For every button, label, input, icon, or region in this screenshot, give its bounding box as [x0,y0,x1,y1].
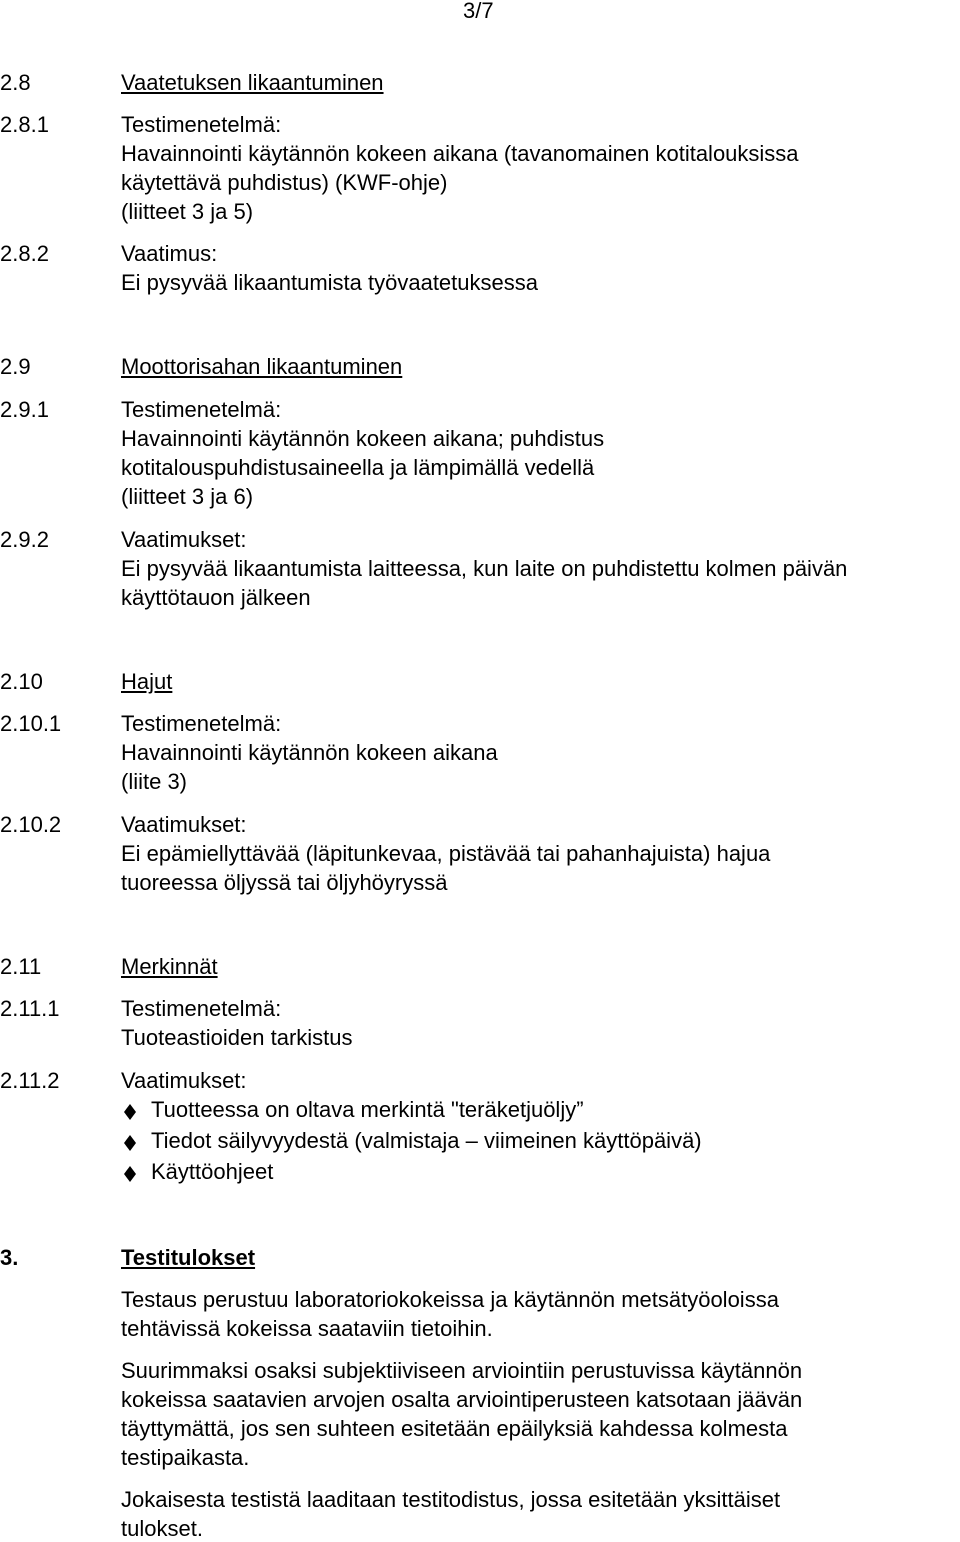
subsection-label: Testimenetelmä: [121,996,282,1021]
body-line: (liitteet 3 ja 5) [121,199,254,224]
subsection-label: Vaatimukset: [121,527,247,552]
subsection-label: Vaatimukset: [121,812,247,837]
subsection-number: 2.10.2 [0,812,62,837]
body-line: Ei pysyvää likaantumista laitteessa, kun laite on puhdistettu kolmen päivän [121,556,848,581]
section-title: Hajut [121,669,173,694]
subsection-number: 2.11.2 [0,1068,60,1093]
body-line: Testaus perustuu laboratoriokokeissa ja käytännön metsätyöoloissa [121,1287,779,1312]
section-number: 2.11 [0,954,42,979]
subsection-number: 2.8.2 [0,241,49,266]
section-number: 2.9 [0,354,31,379]
body-line: testipaikasta. [121,1445,250,1470]
body-line: käytettävä puhdistus) (KWF-ohje) [121,170,448,195]
section-title: Vaatetuksen likaantuminen [121,70,384,95]
subsection-label: Vaatimus: [121,241,218,266]
section-title: Merkinnät [121,954,218,979]
section-number: 2.8 [0,70,31,95]
section-title: Testitulokset [121,1245,256,1270]
subsection-number: 2.9.2 [0,527,49,552]
body-line: Havainnointi käytännön kokeen aikana; puhdistus [121,426,605,451]
body-line: kotitalouspuhdistusaineella ja lämpimällä vedellä [121,455,595,480]
diamond-bullet-icon [123,1130,139,1156]
body-line: Ei pysyvää likaantumista työvaatetuksessa [121,270,538,295]
body-line: käyttötauon jälkeen [121,585,311,610]
subsection-label: Vaatimukset: [121,1068,247,1093]
body-line: tulokset. [121,1516,203,1541]
subsection-label: Testimenetelmä: [121,112,282,137]
body-line: kokeissa saatavien arvojen osalta arviointiperusteen katsotaan jäävän [121,1387,803,1412]
section-title: Moottorisahan likaantuminen [121,354,403,379]
bullet-item: Käyttöohjeet [151,1159,274,1184]
body-line: (liitteet 3 ja 6) [121,484,254,509]
body-line: Tuoteastioiden tarkistus [121,1025,353,1050]
bullet-item: Tuotteessa on oltava merkintä "teräketjuöljy” [151,1097,584,1122]
section-number: 2.10 [0,669,43,694]
diamond-bullet-icon [123,1161,139,1187]
subsection-number: 2.10.1 [0,711,62,736]
body-line: Ei epämiellyttävää (läpitunkevaa, pistävää tai pahanhajuista) hajua [121,841,771,866]
page-number: 3/7 [463,0,494,23]
body-line: tuoreessa öljyssä tai öljyhöyryssä [121,870,448,895]
section-number: 3. [0,1245,19,1270]
body-line: Havainnointi käytännön kokeen aikana (tavanomainen kotitalouksissa [121,141,799,166]
subsection-number: 2.11.1 [0,996,60,1021]
subsection-label: Testimenetelmä: [121,397,282,422]
body-line: tehtävissä kokeissa saataviin tietoihin. [121,1316,493,1341]
subsection-number: 2.8.1 [0,112,49,137]
bullet-item: Tiedot säilyvyydestä (valmistaja – viimeinen käyttöpäivä) [151,1128,702,1153]
body-line: Suurimmaksi osaksi subjektiiviseen arviointiin perustuvissa käytännön [121,1358,803,1383]
diamond-bullet-icon [123,1099,139,1125]
body-line: Havainnointi käytännön kokeen aikana [121,740,498,765]
body-line: täyttymättä, jos sen suhteen esitetään epäilyksiä kahdessa kolmesta [121,1416,788,1441]
body-line: (liite 3) [121,769,188,794]
body-line: Jokaisesta testistä laaditaan testitodistus, jossa esitetään yksittäiset [121,1487,781,1512]
subsection-number: 2.9.1 [0,397,49,422]
subsection-label: Testimenetelmä: [121,711,282,736]
